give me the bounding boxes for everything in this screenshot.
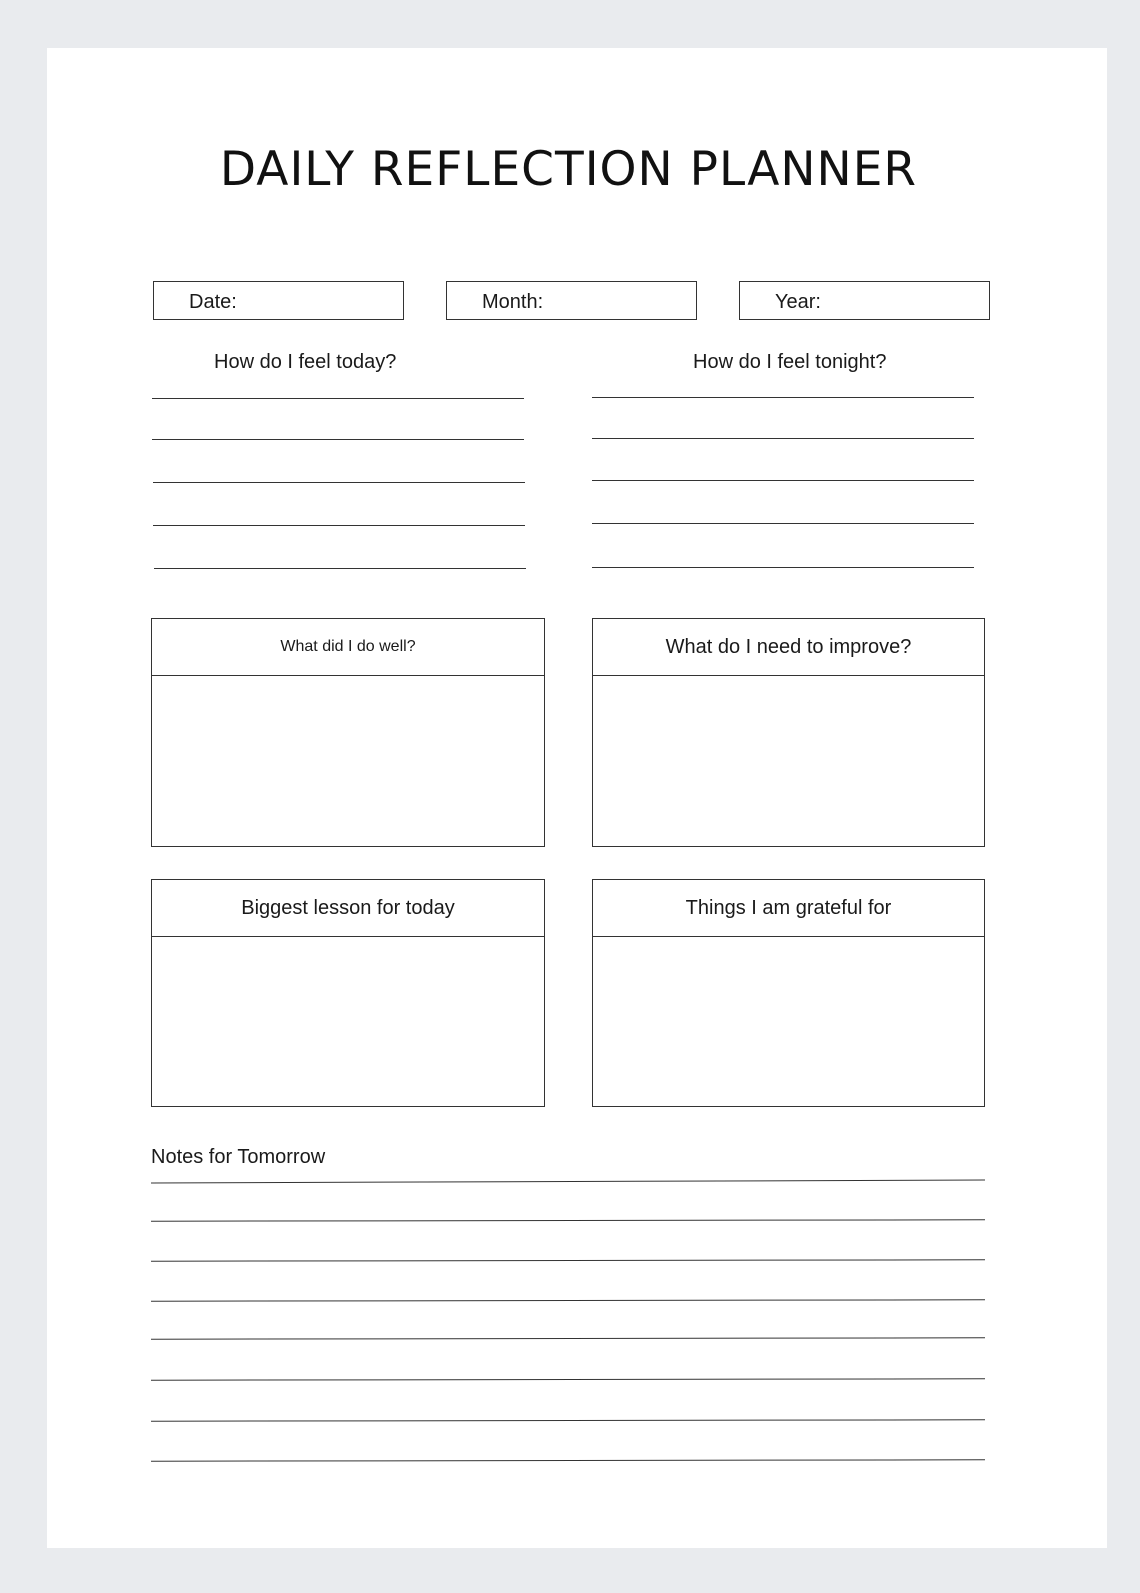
write-line[interactable] xyxy=(152,398,524,399)
write-line[interactable] xyxy=(592,438,974,439)
planner-sheet xyxy=(47,48,1107,1548)
write-line[interactable] xyxy=(153,482,525,483)
note-line[interactable] xyxy=(151,1180,985,1184)
feel-tonight-label: How do I feel tonight? xyxy=(693,351,887,373)
date-field[interactable] xyxy=(153,281,404,320)
write-line[interactable] xyxy=(154,568,526,569)
page-title: DAILY REFLECTION PLANNER xyxy=(219,142,918,197)
month-field[interactable] xyxy=(446,281,697,320)
notes-label: Notes for Tomorrow xyxy=(151,1146,326,1168)
note-line[interactable] xyxy=(151,1459,985,1461)
write-line[interactable] xyxy=(153,525,525,526)
did-well-heading: What did I do well? xyxy=(152,619,544,676)
write-line[interactable] xyxy=(152,439,524,440)
write-line[interactable] xyxy=(592,523,974,524)
improve-heading: What do I need to improve? xyxy=(593,619,984,676)
year-label: Year: xyxy=(775,291,821,313)
did-well-box[interactable] xyxy=(151,618,545,847)
improve-box[interactable] xyxy=(592,618,985,847)
lesson-heading: Biggest lesson for today xyxy=(152,880,544,937)
write-line[interactable] xyxy=(592,567,974,568)
note-line[interactable] xyxy=(151,1259,985,1261)
grateful-box[interactable] xyxy=(592,879,985,1107)
year-field[interactable] xyxy=(739,281,990,320)
month-label: Month: xyxy=(482,291,544,313)
write-line[interactable] xyxy=(592,397,974,398)
write-line[interactable] xyxy=(592,480,974,481)
date-label: Date: xyxy=(189,291,237,313)
feel-today-label: How do I feel today? xyxy=(214,351,397,373)
lesson-box[interactable] xyxy=(151,879,545,1107)
note-line[interactable] xyxy=(151,1299,985,1301)
grateful-heading: Things I am grateful for xyxy=(593,880,984,937)
note-line[interactable] xyxy=(151,1219,985,1221)
note-line[interactable] xyxy=(151,1337,985,1339)
note-line[interactable] xyxy=(151,1419,985,1421)
note-line[interactable] xyxy=(151,1378,985,1380)
